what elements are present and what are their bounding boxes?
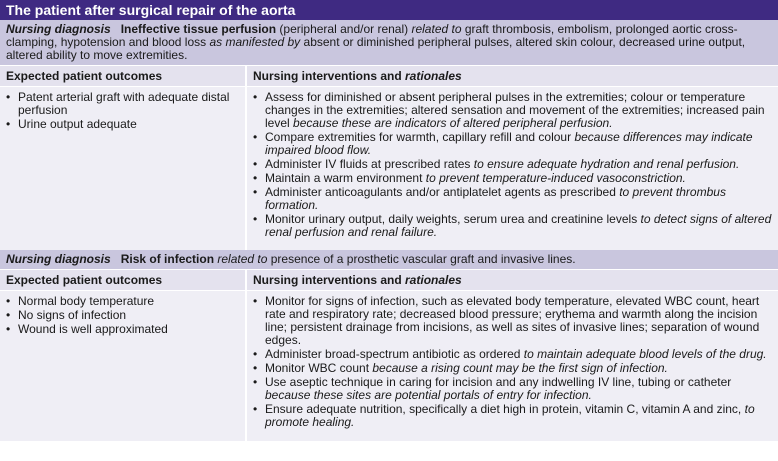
intervention-text: Monitor for signs of infection, such as elevated body temperature, elevated WBC count, heart rate and respiratory rate; decreased blood pressure; erythema and warmth along the incision line; persistent drainage from incisions, as well as sites of invasive lines; separation of wound edges.	[265, 294, 760, 347]
list-item	[253, 91, 774, 130]
diagnosis-text: presence of a prosthetic vascular graft and invasive lines.	[267, 252, 576, 266]
list-item: • Normal body temperature	[6, 295, 239, 308]
intervention-text: Maintain a warm environment	[265, 171, 426, 185]
diagnosis-term: Ineffective tissue perfusion	[120, 22, 277, 36]
interventions-header-text: Nursing interventions and	[253, 69, 406, 83]
rationale-text: to ensure adequate hydration and renal perfusion.	[473, 157, 740, 171]
as-manifested-by: as manifested by	[209, 35, 301, 49]
intervention-text: Monitor WBC count	[265, 361, 373, 375]
interventions-header	[247, 270, 778, 290]
related-to: related to	[217, 252, 268, 266]
rationale-text: because differences may indicate impaired blood flow.	[265, 130, 753, 157]
intervention-text: Use aseptic technique in caring for incision and any indwelling IV line, tubing or catheter	[265, 375, 732, 389]
list-item	[253, 362, 774, 375]
related-to: related to	[411, 22, 462, 36]
list-item	[253, 158, 774, 171]
rationales-header-text: rationales	[405, 273, 462, 287]
list-item	[253, 376, 774, 402]
list-item: • No signs of infection	[6, 309, 239, 322]
outcomes-header: Expected patient outcomes	[0, 270, 247, 290]
outcomes-column	[0, 291, 247, 441]
intervention-text: Administer broad-spectrum antibiotic as ordered	[265, 347, 524, 361]
interventions-header	[247, 66, 778, 86]
rationale-text: to detect signs of altered renal perfusion and renal failure.	[265, 212, 772, 239]
rationale-text: because these are indicators of altered peripheral perfusion.	[293, 116, 613, 130]
nursing-diagnosis-perfusion	[0, 20, 778, 65]
list-item	[253, 186, 774, 212]
list-item	[253, 403, 774, 429]
list-item	[253, 213, 774, 239]
table-title: The patient after surgical repair of the aorta	[0, 0, 778, 20]
diagnosis-text: (peripheral and/or renal)	[276, 22, 412, 36]
list-item	[253, 172, 774, 185]
nursing-diagnosis-infection	[0, 250, 778, 269]
diagnosis-text: graft thrombosis, embolism, prolonged aortic cross-clamping, hypotension and blood loss	[6, 22, 738, 49]
intervention-text: Compare extremities for warmth, capillary refill and colour	[265, 130, 575, 144]
intervention-text: Ensure adequate nutrition, specifically a diet high in protein, vitamin C, vitamin A and zinc,	[265, 402, 745, 416]
list-item: • Patent arterial graft with adequate distal perfusion	[6, 91, 239, 117]
interventions-column	[247, 87, 778, 250]
intervention-text: Assess for diminished or absent peripheral pulses in the extremities; colour or temperature changes in the extremities; altered sensation and movement of the extremities; increased pain level	[265, 90, 765, 130]
rationale-text: because a rising count may be the first sign of infection.	[372, 361, 668, 375]
section-body	[0, 87, 778, 250]
diagnosis-text: absent or diminished peripheral pulses, altered skin colour, decreased urine output, altered ability to move extremities.	[6, 35, 746, 62]
outcomes-header: Expected patient outcomes	[0, 66, 247, 86]
rationale-text: to maintain adequate blood levels of the drug.	[523, 347, 767, 361]
list-item	[253, 131, 774, 157]
interventions-column	[247, 291, 778, 441]
column-headers	[0, 269, 778, 291]
diagnosis-label: Nursing diagnosis	[6, 22, 111, 36]
diagnosis-label: Nursing diagnosis	[6, 252, 111, 266]
intervention-text: Administer IV fluids at prescribed rates	[265, 157, 474, 171]
list-item	[253, 348, 774, 361]
intervention-text: Monitor urinary output, daily weights, serum urea and creatinine levels	[265, 212, 641, 226]
rationale-text: because these sites are potential portals of entry for infection.	[265, 388, 592, 402]
list-item	[253, 295, 774, 347]
diagnosis-term: Risk of infection	[120, 252, 215, 266]
rationale-text: to promote healing.	[265, 402, 755, 429]
rationale-text: to prevent temperature-induced vasoconstriction.	[425, 171, 686, 185]
rationales-header-text: rationales	[405, 69, 462, 83]
list-item: • Urine output adequate	[6, 118, 239, 131]
rationale-text: to prevent thrombus formation.	[265, 185, 726, 212]
list-item: • Wound is well approximated	[6, 323, 239, 336]
intervention-text: Administer anticoagulants and/or antiplatelet agents as prescribed	[265, 185, 620, 199]
outcomes-column	[0, 87, 247, 250]
section-body	[0, 291, 778, 441]
interventions-header-text: Nursing interventions and	[253, 273, 406, 287]
column-headers	[0, 65, 778, 87]
